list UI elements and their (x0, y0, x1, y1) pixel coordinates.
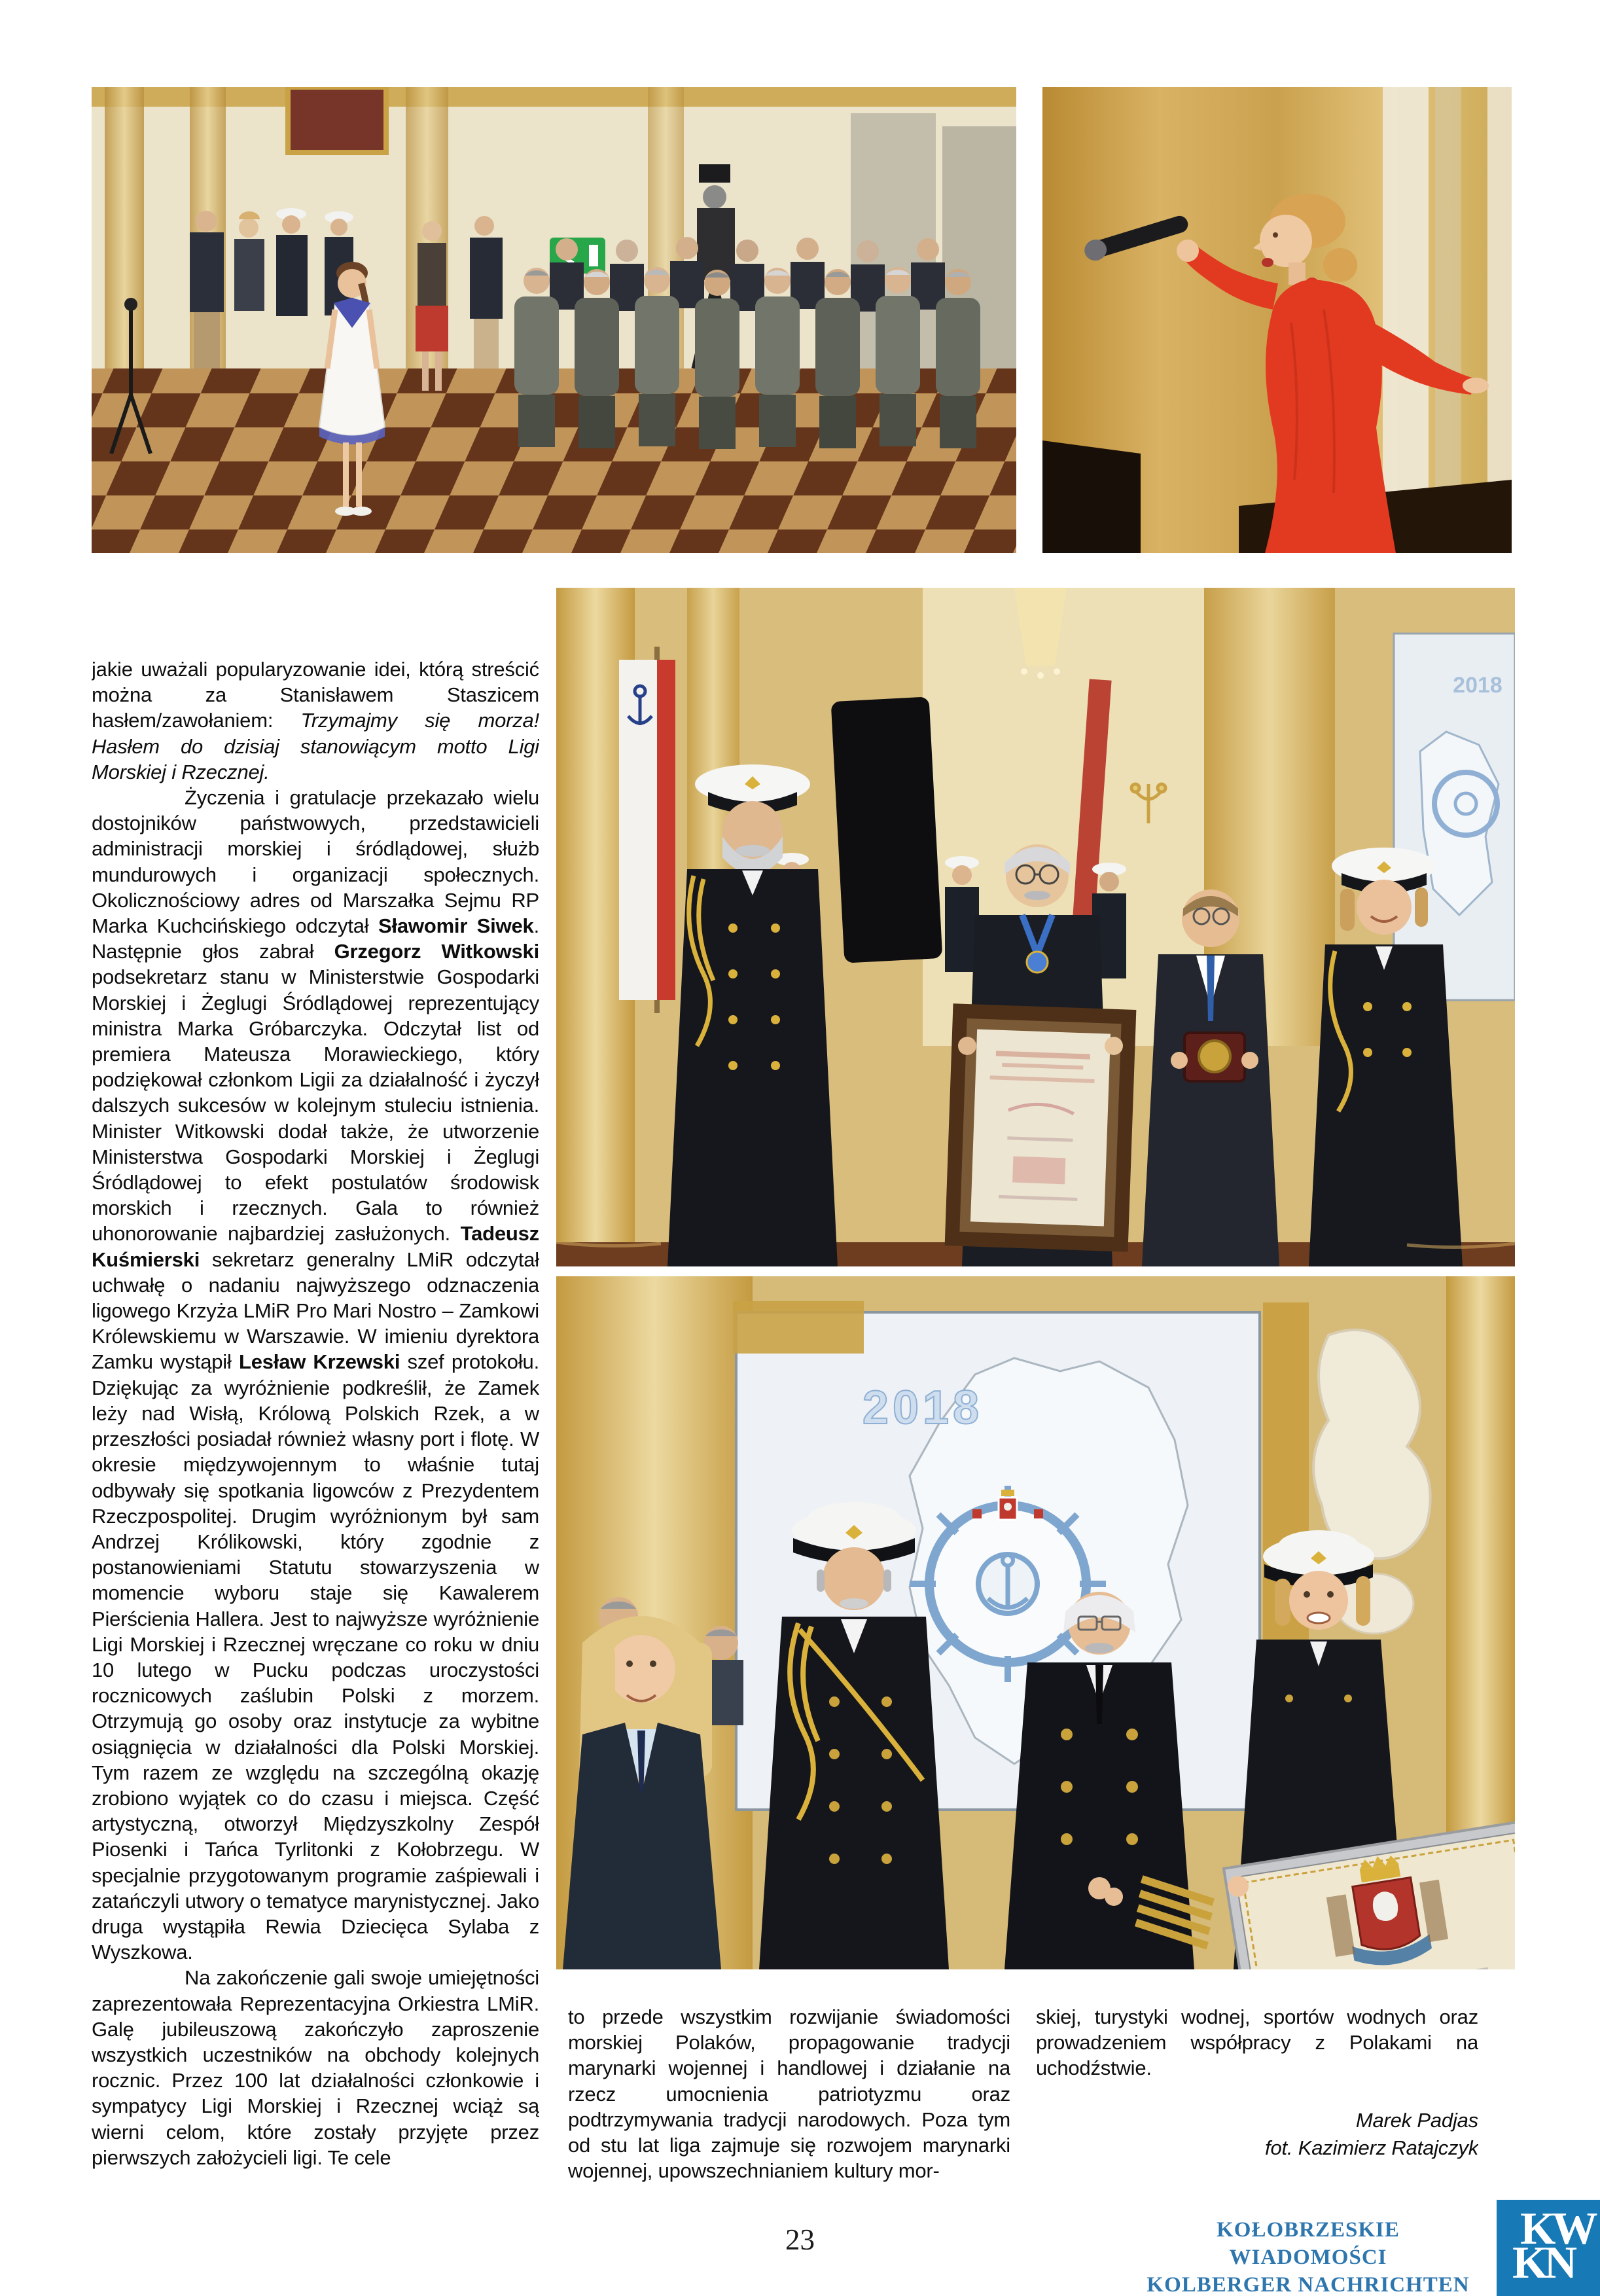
logo-kw-monogram: KW (1520, 2204, 1594, 2254)
byline-block (1036, 2107, 1478, 2162)
column-shadow (1435, 87, 1461, 553)
paragraph-ceremony: Życzenia i gratulacje przekazało wielu dostojników państwowych, przedstawicieli administracji morskiej i śródlądowej, służb mundurowych i organizacji społecznych. Okolicznościowy adres od Marszałka Sejmu RP Marka Kuchcińskiego odczytał Sławomir Siwek. Następnie głos zabrał Grzegorz Witkowski podsekretarz stanu w Ministerstwie Gospodarki Morskiej i Żeglugi Śródlądowej reprezentujący ministra Marka Gróbarczyka. Odczytał list od premiera Mateusza Morawieckiego, który podziękował członkom Ligii za działalność i życzył dalszych sukcesów w kolejnym stuleciu istnienia. Minister Witkowski dodał także, że utworzenie Ministerstwa Gospodarki Morskiej i Żeglugi Śródlądowej to efekt postulatów środowisk morskich i rzecznych. Gala to również uhonorowanie najbardziej zasłużonych. Tadeusz Kuśmierski sekretarz generalny LMiR odczytał uchwałę o nadaniu najwyższego odznaczenia ligowego Krzyża LMiR Pro Mari Nostro – Zamkowi Królewskiemu w Warszawie. W imieniu dyrektora Zamku wystąpił Lesław Krzewski szef protokołu. Dziękując za wyróżnienie podkreślił, że Zamek leży nad Wisłą, Królową Polskich Rzek, a w przeszłości posiadał również własny port i flotę. W okresie międzywojennym to właśnie tutaj odbywały się spotkania ligowców z Prezydentem Rzeczpospolitej. Drugim wyróżnionym był sam Andrzej Królikowski, który zgodnie z postanowieniami Statutu stowarzyszenia w momencie wyboru staje się Kawalerem Pierścienia Hallera. Jest to najwyższe wyróżnienie Ligi Morskiej i Rzecznej wręczane co roku w dniu 10 lutego w Pucku podczas uroczystości rocznicowych zaślubin Polski z morzem. Otrzymują go osoby oraz instytucje za wybitne osiągnięcia w działalności dla Polski Morskiej. Tym razem ze względu na szczególną okazję zrobiono wyjątek co do czasu i miejsca. Część artystyczną, otworzył Międzyszkolny Zespół Piosenki i Tańca Tyrlitonki z Kołobrzegu. W specjalnie przygotowanym programie zaśpiewali i zatańczyli utwory o tematyce marynistycznej. Jako druga wystąpiła Rewia Dziecięca Sylaba z Wyszkowa. (92, 786, 539, 1964)
paragraph-intro: jakie uważali popularyzowanie idei, którą streścić można za Stanisławem Staszicem hasłem/zawołaniem: Trzymajmy się morza! Hasłem do dzisiaj stanowiącym motto Ligi Morskiej i Rzecznej. (92, 658, 539, 783)
paragraph-goals: to przede wszystkim rozwijanie świadomości morskiej Polaków, propagowanie tradycji marynarki wojennej i handlowej i działanie na rzecz umocnienia patriotyzmu oraz podtrzymywania tradycji narodowych. Poza tym od stu lat liga zajmuje się rozwojem marynarki wojennej, upowszechnianiem kultury mor- (568, 2005, 1010, 2183)
hand (958, 1037, 976, 1055)
neck-medal (1027, 952, 1048, 973)
magazine-title-german: KOLBERGER NACHRICHTEN (1147, 2273, 1470, 2296)
woman-blazer-silhouette (563, 1616, 721, 1969)
white-column (1383, 87, 1429, 553)
paragraph-finale: Na zakończenie gali swoje umiejętności zaprezentowała Reprezentacyjna Orkiestra LMiR. Galę jubileuszową zakończyło zaproszenie wszystkich uczestników na obchody kolejnych rocznic. Przez 100 lat działalności członkowie i sympatycy Ligi Morskiej i Rzecznej wciąż są wierni celom, które zostały przyjęte przez pierwszych założycieli ligi. Te cele (92, 1966, 539, 2169)
page-number: 23 (785, 2223, 815, 2256)
speaker-column (831, 696, 943, 963)
photo-award-ceremony (556, 588, 1515, 1266)
photo-girl-performance-art (92, 87, 1016, 553)
photo-girl-performance (92, 87, 1016, 553)
dark-foreground (1042, 440, 1141, 553)
right-text-column (1036, 2004, 1478, 2187)
photo-group-certificate (556, 1276, 1515, 1969)
hand (1228, 1876, 1249, 1897)
ship-wheel-logo (910, 1486, 1106, 1682)
screen-year-top: 2018 (862, 1382, 984, 1434)
logo-kn-monogram: KN (1512, 2238, 1573, 2288)
paragraph-goals-cont: skiej, turystyki wodnej, sportów wodnych oraz prowadzeniem współpracy z Polakami na uchodźstwie. (1036, 2005, 1478, 2080)
hand (1105, 1037, 1123, 1055)
gilded-ornament (733, 1301, 864, 1354)
medal-box (1184, 1033, 1245, 1081)
photo-singer-art (1042, 87, 1512, 553)
middle-text-column (568, 2004, 1010, 2187)
magazine-title-polish: KOŁOBRZESKIE WIADOMOŚCI (1217, 2218, 1400, 2269)
polish-flag (619, 647, 675, 1013)
magazine-logo (1497, 2200, 1600, 2296)
photo-singer-red-dress (1042, 87, 1512, 553)
photo-group-art (556, 1276, 1515, 1969)
author-byline: Marek Padjas (1355, 2108, 1478, 2132)
left-text-column (92, 656, 539, 2214)
magazine-title (1141, 2216, 1476, 2296)
screen-year: 2018 (1453, 673, 1502, 698)
photo-credit: fot. Kazimierz Ratajczyk (1265, 2136, 1478, 2159)
photo-award-art (556, 588, 1515, 1266)
